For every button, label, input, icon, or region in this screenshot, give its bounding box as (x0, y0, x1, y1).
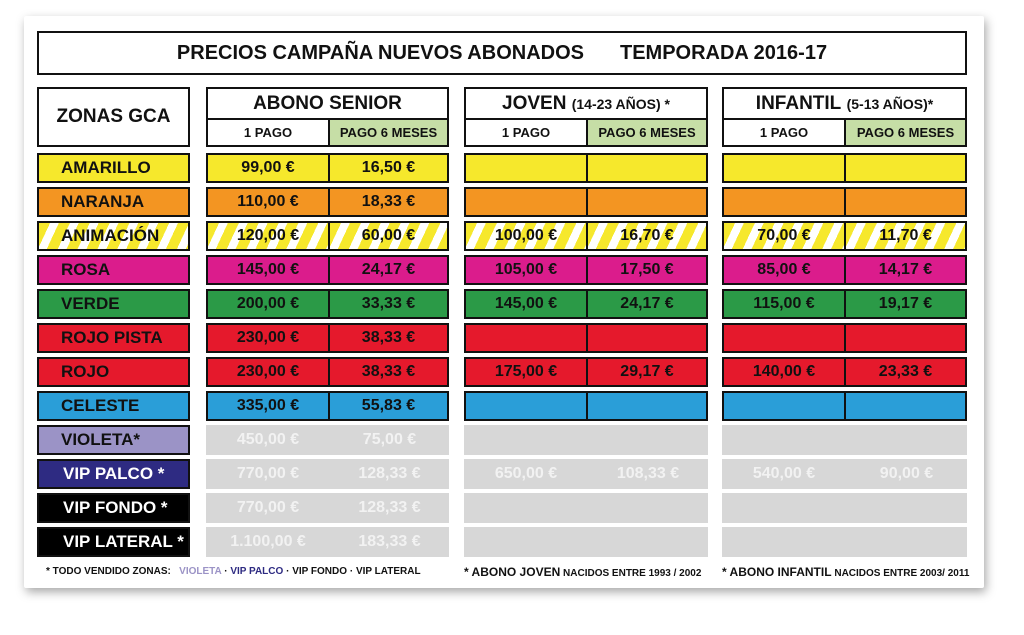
infantil-age-note: * ABONO INFANTIL NACIDOS ENTRE 2003/ 2011 (722, 565, 970, 579)
title-bar (37, 31, 967, 75)
joven-six-months-header: PAGO 6 MESES (586, 118, 708, 147)
zone-vip-palco: VIP PALCO * (37, 459, 190, 489)
vip-lateral-senior-6: 183,33 € (358, 533, 421, 550)
celeste-infantil-6 (844, 391, 967, 421)
amarillo-joven-1 (464, 153, 588, 183)
rojo-senior-1: 230,00 € (206, 357, 330, 387)
vip-palco-joven-prices (464, 459, 708, 489)
zone-animacion: ANIMACIÓN (37, 221, 190, 251)
rosa-infantil-6: 14,17 € (844, 255, 967, 285)
vip-palco-infantil-1: 540,00 € (752, 465, 816, 482)
sold-out-fondo: VIP FONDO (292, 566, 348, 577)
rojo-pista-senior-1: 230,00 € (206, 323, 330, 353)
verde-infantil-6: 19,17 € (844, 289, 967, 319)
rosa-senior-1: 145,00 € (206, 255, 330, 285)
animacion-infantil-6: 11,70 € (844, 221, 967, 251)
naranja-senior-6: 18,33 € (328, 187, 449, 217)
vip-lateral-senior-1: 1.100,00 € (230, 533, 306, 550)
verde-infantil-1: 115,00 € (722, 289, 846, 319)
vip-palco-senior-6: 128,33 € (358, 465, 421, 482)
zone-amarillo: AMARILLO (37, 153, 190, 183)
zone-vip-fondo: VIP FONDO * (37, 493, 190, 523)
vip-palco-infantil-6: 90,00 € (879, 465, 934, 482)
rojo-pista-senior-6: 38,33 € (328, 323, 449, 353)
animacion-senior-1: 120,00 € (206, 221, 330, 251)
sold-out-violeta: VIOLETA (179, 566, 222, 577)
vip-fondo-infantil-prices (722, 493, 967, 523)
violeta-senior-6: 75,00 € (362, 431, 417, 448)
vip-palco-senior-1: 770,00 € (236, 465, 300, 482)
infantil-six-months-header: PAGO 6 MESES (844, 118, 967, 147)
rojo-pista-infantil-6 (844, 323, 967, 353)
infantil-one-payment-header: 1 PAGO (722, 118, 846, 147)
sold-out-palco: VIP PALCO (230, 566, 284, 577)
vip-fondo-senior-6: 128,33 € (358, 499, 421, 516)
celeste-infantil-1 (722, 391, 846, 421)
vip-palco-joven-1: 650,00 € (494, 465, 558, 482)
zone-naranja: NARANJA (37, 187, 190, 217)
rojo-joven-1: 175,00 € (464, 357, 588, 387)
zones-header: ZONAS GCA (37, 87, 190, 147)
amarillo-infantil-6 (844, 153, 967, 183)
zone-vip-lateral: VIP LATERAL * (37, 527, 190, 557)
animacion-joven-1: 100,00 € (464, 221, 588, 251)
infantil-header: INFANTIL (5-13 AÑOS)* (722, 87, 967, 120)
rojo-infantil-1: 140,00 € (722, 357, 846, 387)
rojo-pista-infantil-1 (722, 323, 846, 353)
sold-out-lateral: VIP LATERAL (355, 566, 421, 577)
celeste-joven-6 (586, 391, 708, 421)
vip-lateral-senior-prices (206, 527, 449, 557)
verde-joven-1: 145,00 € (464, 289, 588, 319)
celeste-senior-6: 55,83 € (328, 391, 449, 421)
verde-senior-6: 33,33 € (328, 289, 449, 319)
animacion-infantil-1: 70,00 € (722, 221, 846, 251)
joven-age-note: * ABONO JOVEN NACIDOS ENTRE 1993 / 2002 (464, 565, 702, 579)
joven-one-payment-header: 1 PAGO (464, 118, 588, 147)
violeta-joven-prices (464, 425, 708, 455)
rosa-infantil-1: 85,00 € (722, 255, 846, 285)
violeta-senior-1: 450,00 € (236, 431, 300, 448)
zone-violeta: VIOLETA* (37, 425, 190, 455)
rosa-joven-1: 105,00 € (464, 255, 588, 285)
rojo-infantil-6: 23,33 € (844, 357, 967, 387)
rosa-senior-6: 24,17 € (328, 255, 449, 285)
senior-header: ABONO SENIOR (206, 87, 449, 120)
naranja-joven-6 (586, 187, 708, 217)
senior-one-payment-header: 1 PAGO (206, 118, 330, 147)
rojo-pista-joven-1 (464, 323, 588, 353)
celeste-senior-1: 335,00 € (206, 391, 330, 421)
violeta-senior-prices (206, 425, 449, 455)
verde-senior-1: 200,00 € (206, 289, 330, 319)
animacion-joven-6: 16,70 € (586, 221, 708, 251)
zone-rojo: ROJO (37, 357, 190, 387)
celeste-joven-1 (464, 391, 588, 421)
vip-fondo-joven-prices (464, 493, 708, 523)
title-main: PRECIOS CAMPAÑA NUEVOS ABONADOS (176, 41, 584, 64)
zone-verde: VERDE (37, 289, 190, 319)
naranja-infantil-6 (844, 187, 967, 217)
rojo-joven-6: 29,17 € (586, 357, 708, 387)
vip-fondo-senior-prices (206, 493, 449, 523)
rosa-joven-6: 17,50 € (586, 255, 708, 285)
vip-lateral-infantil-prices (722, 527, 967, 557)
zone-rojo-pista: ROJO PISTA (37, 323, 190, 353)
amarillo-infantil-1 (722, 153, 846, 183)
verde-joven-6: 24,17 € (586, 289, 708, 319)
amarillo-joven-6 (586, 153, 708, 183)
naranja-joven-1 (464, 187, 588, 217)
joven-header: JOVEN (14-23 AÑOS) * (464, 87, 708, 120)
rojo-pista-joven-6 (586, 323, 708, 353)
naranja-senior-1: 110,00 € (206, 187, 330, 217)
zone-rosa: ROSA (37, 255, 190, 285)
vip-lateral-joven-prices (464, 527, 708, 557)
rojo-senior-6: 38,33 € (328, 357, 449, 387)
animacion-senior-6: 60,00 € (328, 221, 449, 251)
vip-fondo-senior-1: 770,00 € (236, 499, 300, 516)
vip-palco-infantil-prices (722, 459, 967, 489)
naranja-infantil-1 (722, 187, 846, 217)
vip-palco-joven-6: 108,33 € (616, 465, 680, 482)
sold-out-note: * TODO VENDIDO ZONAS: VIOLETA · VIP PALCO · VIP FONDO · VIP LATERAL (46, 566, 421, 577)
vip-palco-senior-prices (206, 459, 449, 489)
violeta-infantil-prices (722, 425, 967, 455)
amarillo-senior-6: 16,50 € (328, 153, 449, 183)
senior-six-months-header: PAGO 6 MESES (328, 118, 449, 147)
title-season: TEMPORADA 2016-17 (619, 41, 828, 64)
zone-celeste: CELESTE (37, 391, 190, 421)
amarillo-senior-1: 99,00 € (206, 153, 330, 183)
